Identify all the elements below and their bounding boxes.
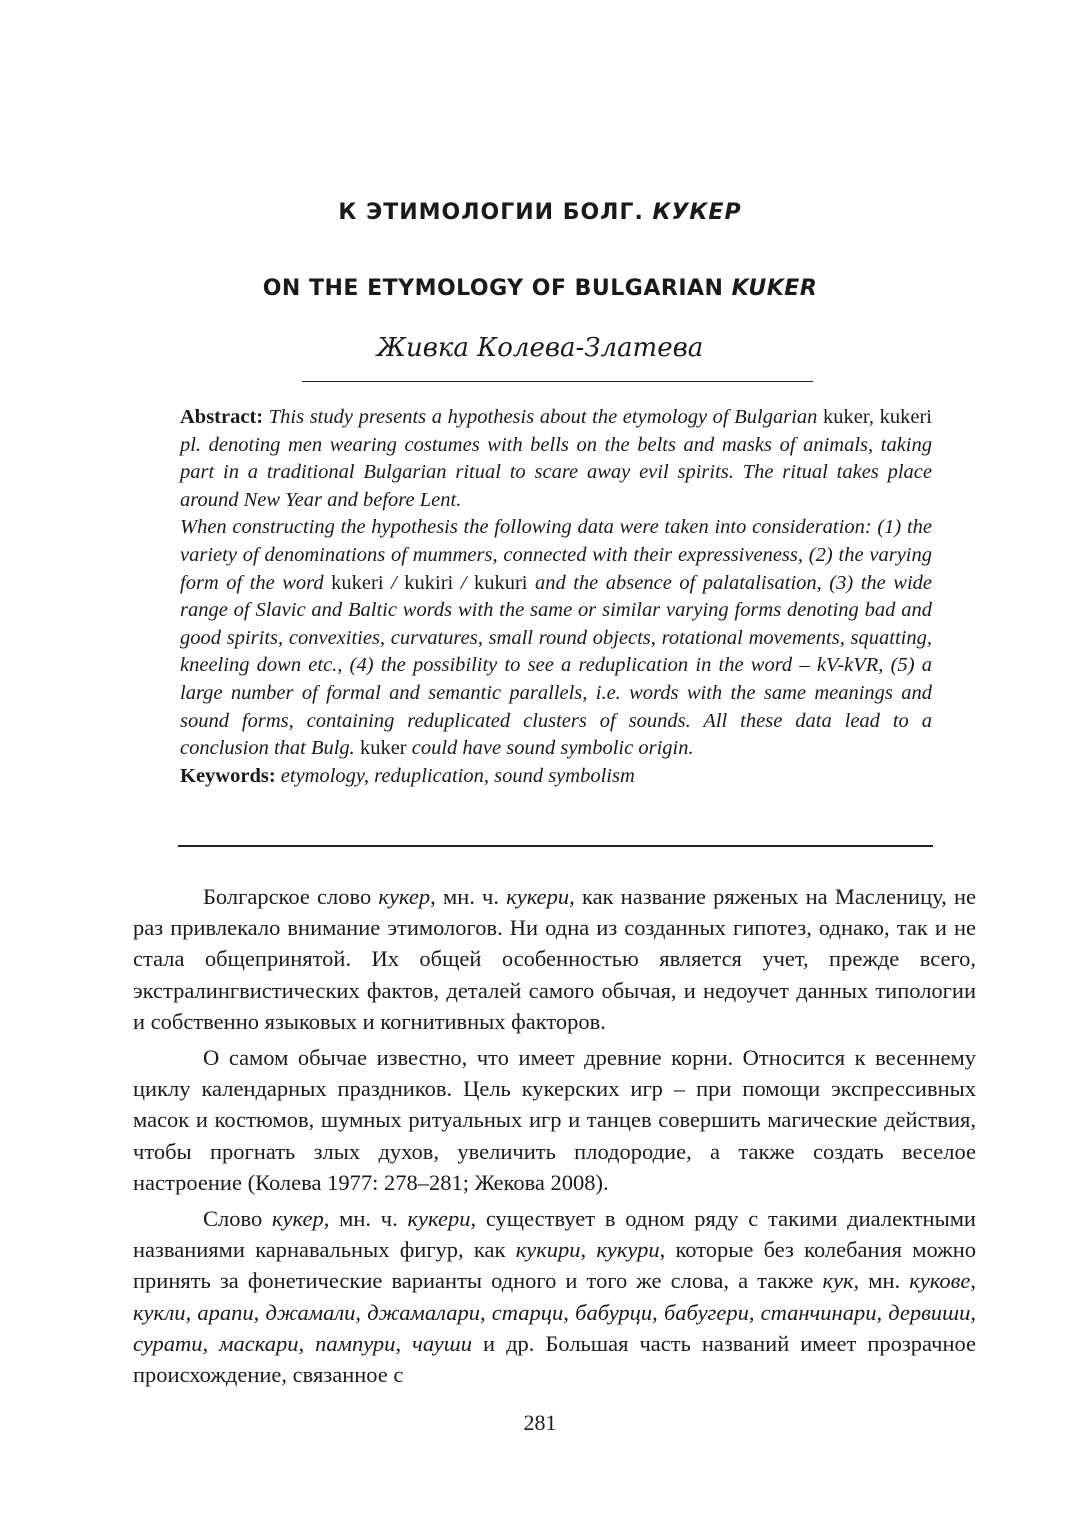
body-text-run: мн. ч. [329, 1206, 408, 1232]
abstract-paragraph-1 [180, 404, 932, 514]
body-text [133, 881, 976, 1395]
body-text-run: , [563, 1299, 576, 1325]
title-english-prefix: ON THE ETYMOLOGY OF BULGARIAN [262, 276, 732, 301]
title-english [0, 276, 1080, 301]
body-paragraph-2: О самом обычае известно, что имеет древние корни. Относится к весеннему циклу календарных праздников. Цель кукерских игр – при помощи экспрессивных масок и костюмов, шумных ритуальных игр и танцев совершить магические действия, чтобы прогнать злых духов, увеличить плодородие, а также создать веселое настроение (Колева 1977: 278–281; Жекова 2008). [133, 1045, 976, 1195]
body-text-run: , мн. ч. [430, 884, 507, 909]
abstract-term: kukeri [879, 406, 932, 428]
abstract-label: Abstract: [180, 406, 264, 428]
body-term: кукове [909, 1268, 971, 1294]
keywords-line [180, 763, 932, 791]
body-term: чауши [412, 1330, 473, 1356]
divider-bottom [178, 845, 933, 847]
body-text-run: , [253, 1299, 266, 1325]
body-text-run: , [395, 1330, 413, 1356]
body-term: кукири [515, 1237, 581, 1263]
abstract-term: kuker, [823, 406, 874, 428]
abstract-block [180, 404, 932, 790]
body-text-run: , [580, 1237, 597, 1263]
abstract-text: could have sound symbolic origin. [406, 737, 694, 760]
body-term: кукер, [271, 1206, 330, 1232]
title-russian [0, 200, 1080, 225]
body-text-run: , существует в одном ряду с такими диалектными названиями карнавальных фигур, как [133, 1206, 976, 1263]
body-text-run: , [479, 1299, 492, 1325]
body-text-run: , мн. [853, 1268, 910, 1294]
abstract-separator: / [453, 571, 474, 594]
abstract-text: pl. denoting men wearing costumes with bells on the belts and masks of animals, taking part in a traditional Bulgarian ritual to scare away evil spirits. The ritual takes place around New Year and before Lent. [180, 433, 932, 511]
body-term: джамали [265, 1299, 356, 1325]
body-term: арапи [197, 1299, 254, 1325]
title-russian-word: КУКЕР [652, 200, 742, 225]
body-term: джамалари [367, 1299, 480, 1325]
abstract-paragraph-2 [180, 514, 932, 762]
body-term: старци [491, 1299, 564, 1325]
title-english-word: KUKER [731, 276, 818, 301]
keywords-text: etymology, reduplication, sound symbolism [275, 764, 635, 787]
title-russian-prefix: К ЭТИМОЛОГИИ БОЛГ. [338, 200, 653, 225]
abstract-term: kuker [359, 737, 407, 760]
abstract-term: kukeri [331, 571, 384, 594]
body-term: кукли [133, 1299, 186, 1325]
body-term: бабугери, станчинари, дервиши, сурати, маскари, пампури [133, 1299, 977, 1356]
body-text-run: Слово [203, 1206, 272, 1232]
abstract-text: and the absence of palatalisation, (3) the wide range of Slavic and Baltic words with the same or similar varying forms denoting bad and good spirits, convexities, curvatures, small round objects, rotational movements, squatting, kneeling down etc., (4) the possibility to see a reduplication in the word – kV-kVR, (5) a large number of formal and semantic parallels, i.e. words with the same meanings and sound forms, containing reduplicated clusters of sounds. All these data lead to a conclusion that Bulg. [180, 571, 932, 760]
page-number: 281 [523, 1410, 557, 1435]
body-text-run: , [355, 1299, 368, 1325]
abstract-term: kukiri [404, 571, 454, 594]
keywords-label: Keywords: [180, 764, 276, 787]
body-text-run: , [970, 1268, 977, 1294]
body-term: кукери [506, 884, 570, 909]
body-text-run: , которые без колебания можно принять за фонетические варианты одного и того же слова, а также [133, 1237, 976, 1294]
body-term: кукер [378, 884, 431, 909]
abstract-text: When constructing the hypothesis the following data were taken into consideration: (1) the variety of denominations of mummers, connected with their expressiveness, (2) the varying form of the word [180, 516, 932, 594]
body-text-run: , [652, 1299, 664, 1325]
abstract-text: This study presents a hypothesis about the etymology of Bulgarian [263, 406, 824, 428]
abstract-separator: / [383, 571, 405, 594]
body-text-run: , как название ряженых на Масленицу, не раз привлекало внимание этимологов. Ни одна из созданных гипотез, однако, так и не стала общепринятой. Их общей особенностью является учет, прежде всего, экстралингвистических фактов, деталей самого обычая, и недоучет данных типологии и собственно языковых и когнитивных факторов. [133, 884, 976, 1034]
body-term: кук [822, 1268, 854, 1294]
body-text-run: Болгарское слово [203, 884, 379, 909]
abstract-term: kukuri [473, 571, 528, 594]
body-paragraph-3 [133, 1203, 976, 1390]
author-name: Живка Колева-Златева [376, 333, 704, 363]
body-term: кукури [596, 1237, 660, 1263]
body-term: бабурци [575, 1299, 653, 1325]
body-term: кукери [407, 1206, 471, 1232]
body-text-run: и др. Большая часть названий имеет прозрачное происхождение, связанное с [133, 1330, 977, 1388]
divider-top [302, 381, 813, 382]
body-text-run: , [185, 1299, 198, 1325]
body-paragraph-1 [133, 881, 976, 1037]
